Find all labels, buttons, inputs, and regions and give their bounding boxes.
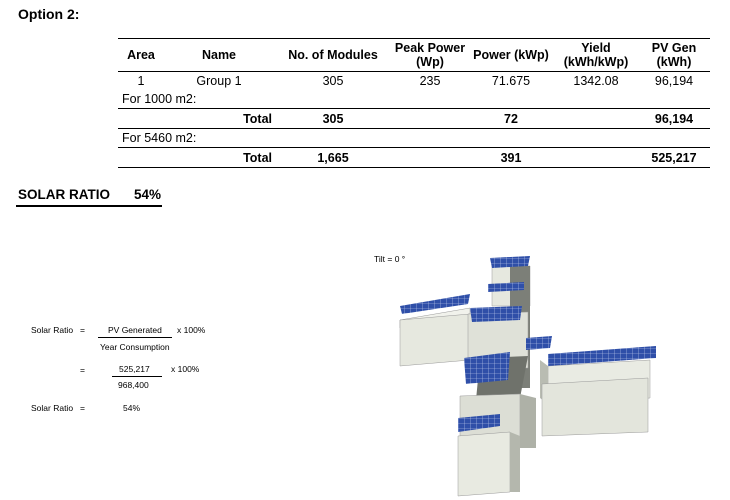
section-label-1000: For 1000 m2: — [122, 92, 197, 106]
header-area: Area — [118, 39, 164, 72]
formula-times-1: x 100% — [177, 325, 206, 335]
cell-yield: 1342.08 — [573, 74, 619, 88]
building-solar-diagram — [380, 248, 680, 498]
bottom-block-front — [458, 432, 510, 496]
formula-label-1: Solar Ratio — [31, 325, 74, 335]
solar-panels-top — [490, 256, 530, 268]
lower-tower-side — [520, 394, 536, 448]
header-peak-power: Peak Power (Wp) — [392, 39, 468, 72]
solar-ratio-label: SOLAR RATIO — [18, 187, 110, 202]
pv-table — [118, 38, 710, 168]
section-row — [118, 129, 710, 148]
total-row-2 — [118, 148, 710, 168]
formula-numerator-1: PV Generated — [108, 325, 162, 335]
formula-result: 54% — [123, 403, 141, 413]
solar-panels-small — [526, 336, 552, 350]
total-power: 391 — [468, 148, 554, 168]
tilt-label: Tilt = 0 ° — [374, 254, 406, 264]
solar-panels-center — [470, 306, 522, 322]
cell-modules: 305 — [322, 74, 344, 88]
total-gen: 96,194 — [638, 109, 710, 129]
header-pv-gen: PV Gen (kWh) — [638, 39, 710, 72]
formula-denominator-1: Year Consumption — [100, 342, 170, 352]
formula-label-2: Solar Ratio — [31, 403, 74, 413]
header-modules: No. of Modules — [274, 39, 392, 72]
cell-name: Group 1 — [196, 74, 242, 88]
formula-equals-3: = — [80, 403, 85, 413]
formula-times-2: x 100% — [171, 364, 200, 374]
formula-equals-1: = — [80, 325, 85, 335]
section-row — [118, 90, 710, 109]
bottom-block-side — [510, 432, 520, 492]
total-label: Total — [164, 148, 274, 168]
solar-ratio-value: 54% — [134, 187, 162, 202]
header-yield: Yield (kWh/kWp) — [554, 39, 638, 72]
option-title: Option 2: — [18, 6, 80, 22]
solar-ratio-summary — [16, 186, 162, 207]
total-modules: 305 — [274, 109, 392, 129]
cell-power: 71.675 — [491, 74, 531, 88]
fraction-bar-1 — [98, 337, 172, 338]
fraction-bar-2 — [112, 376, 162, 377]
section-label-5460: For 5460 m2: — [122, 131, 197, 145]
cell-gen: 96,194 — [654, 74, 694, 88]
header-name: Name — [164, 39, 274, 72]
formula-equals-2: = — [80, 365, 85, 375]
cell-area: 1 — [137, 74, 145, 88]
total-gen: 525,217 — [638, 148, 710, 168]
formula-denominator-2: 968,400 — [118, 380, 149, 390]
cell-peak: 235 — [419, 74, 441, 88]
total-row-1 — [118, 109, 710, 129]
formula-numerator-2: 525,217 — [119, 364, 150, 374]
total-power: 72 — [468, 109, 554, 129]
table-header-row — [118, 39, 710, 72]
table-row — [118, 72, 710, 91]
right-wing-front — [542, 378, 648, 436]
total-modules: 1,665 — [274, 148, 392, 168]
total-label: Total — [164, 109, 274, 129]
left-wing-front — [400, 314, 470, 366]
header-power: Power (kWp) — [468, 39, 554, 72]
